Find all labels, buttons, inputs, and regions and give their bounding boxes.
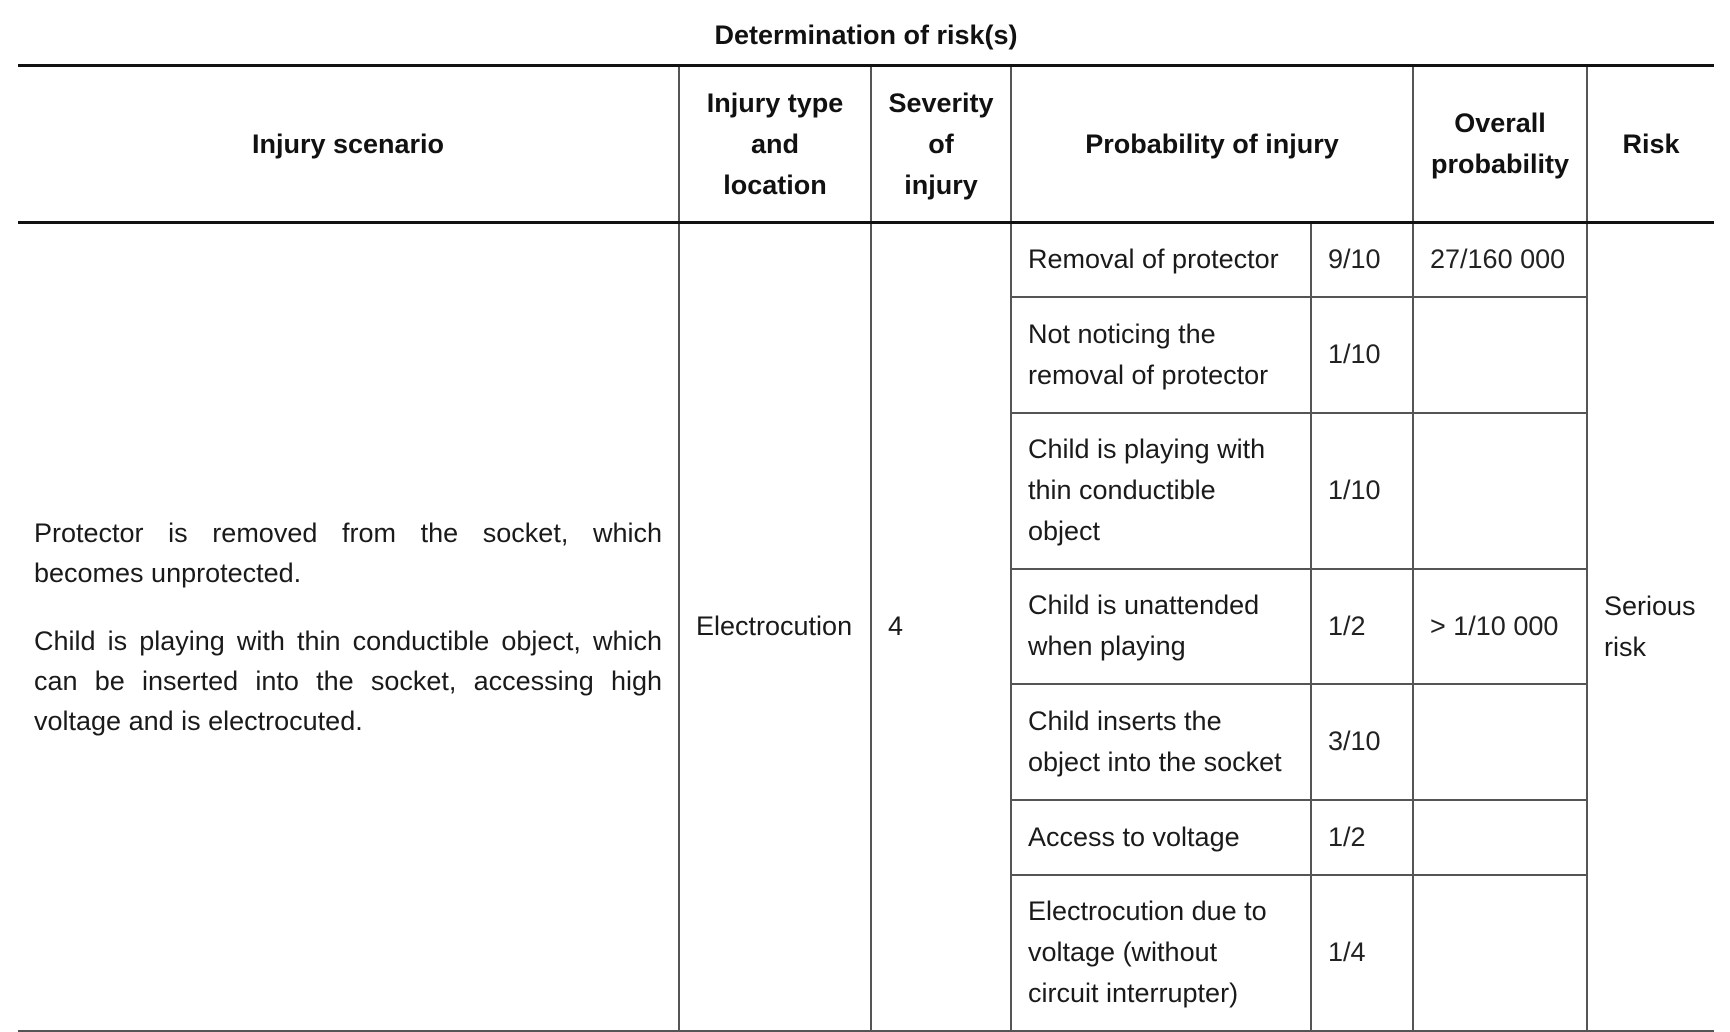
overall-probability-empty	[1413, 297, 1587, 413]
overall-probability-empty	[1413, 684, 1587, 800]
scenario-paragraph-1: Protector is removed from the socket, which becomes unprotected.	[34, 517, 662, 588]
injury-type-cell: Electrocution	[679, 223, 871, 1031]
step-label: Child inserts the object into the socket	[1011, 684, 1311, 800]
header-injury-type-line1: Injury type	[706, 87, 844, 118]
step-probability: 1/2	[1311, 800, 1413, 875]
header-injury-type	[679, 66, 871, 223]
step-label: Removal of protector	[1011, 223, 1311, 297]
table-row	[18, 223, 1714, 297]
step-label: Child is unattended when playing	[1011, 569, 1311, 684]
injury-scenario-cell	[18, 223, 679, 1031]
step-label: Electrocution due to voltage (without circuit interrupter)	[1011, 875, 1311, 1031]
step-probability: 9/10	[1311, 223, 1413, 297]
severity-cell: 4	[871, 223, 1011, 1031]
overall-probability-exact: 27/160 000	[1413, 223, 1587, 297]
overall-probability-empty	[1413, 413, 1587, 569]
header-overall-probability	[1413, 66, 1587, 223]
step-probability: 1/2	[1311, 569, 1413, 684]
step-probability: 1/10	[1311, 297, 1413, 413]
header-row	[18, 66, 1714, 223]
header-probability: Probability of injury	[1011, 66, 1413, 223]
header-severity	[871, 66, 1011, 223]
step-label: Child is playing with thin conductible object	[1011, 413, 1311, 569]
overall-probability-bound: > 1/10 000	[1413, 569, 1587, 684]
step-probability: 1/10	[1311, 413, 1413, 569]
header-injury-type-line2: and	[750, 128, 799, 159]
header-overall-line1: Overall	[1454, 108, 1546, 138]
overall-probability-empty	[1413, 800, 1587, 875]
header-injury-type-line3: location	[723, 169, 827, 200]
step-probability: 1/4	[1311, 875, 1413, 1031]
risk-determination-table	[18, 64, 1714, 1032]
header-severity-line3: injury	[904, 169, 978, 200]
step-probability: 3/10	[1311, 684, 1413, 800]
table-caption: Determination of risk(s)	[714, 20, 1018, 50]
risk-cell: Serious risk	[1587, 223, 1714, 1031]
header-risk: Risk	[1587, 66, 1714, 223]
step-label: Access to voltage	[1011, 800, 1311, 875]
header-severity-line2: of	[928, 128, 954, 159]
header-injury-scenario: Injury scenario	[18, 66, 679, 223]
scenario-paragraph-2: Child is playing with thin conductible object, which can be inserted into the socket, accessing high voltage and is electrocuted.	[34, 625, 662, 736]
overall-probability-empty	[1413, 875, 1587, 1031]
header-severity-line1: Severity	[888, 87, 994, 118]
step-label: Not noticing the removal of protector	[1011, 297, 1311, 413]
header-overall-line2: probability	[1430, 149, 1569, 179]
